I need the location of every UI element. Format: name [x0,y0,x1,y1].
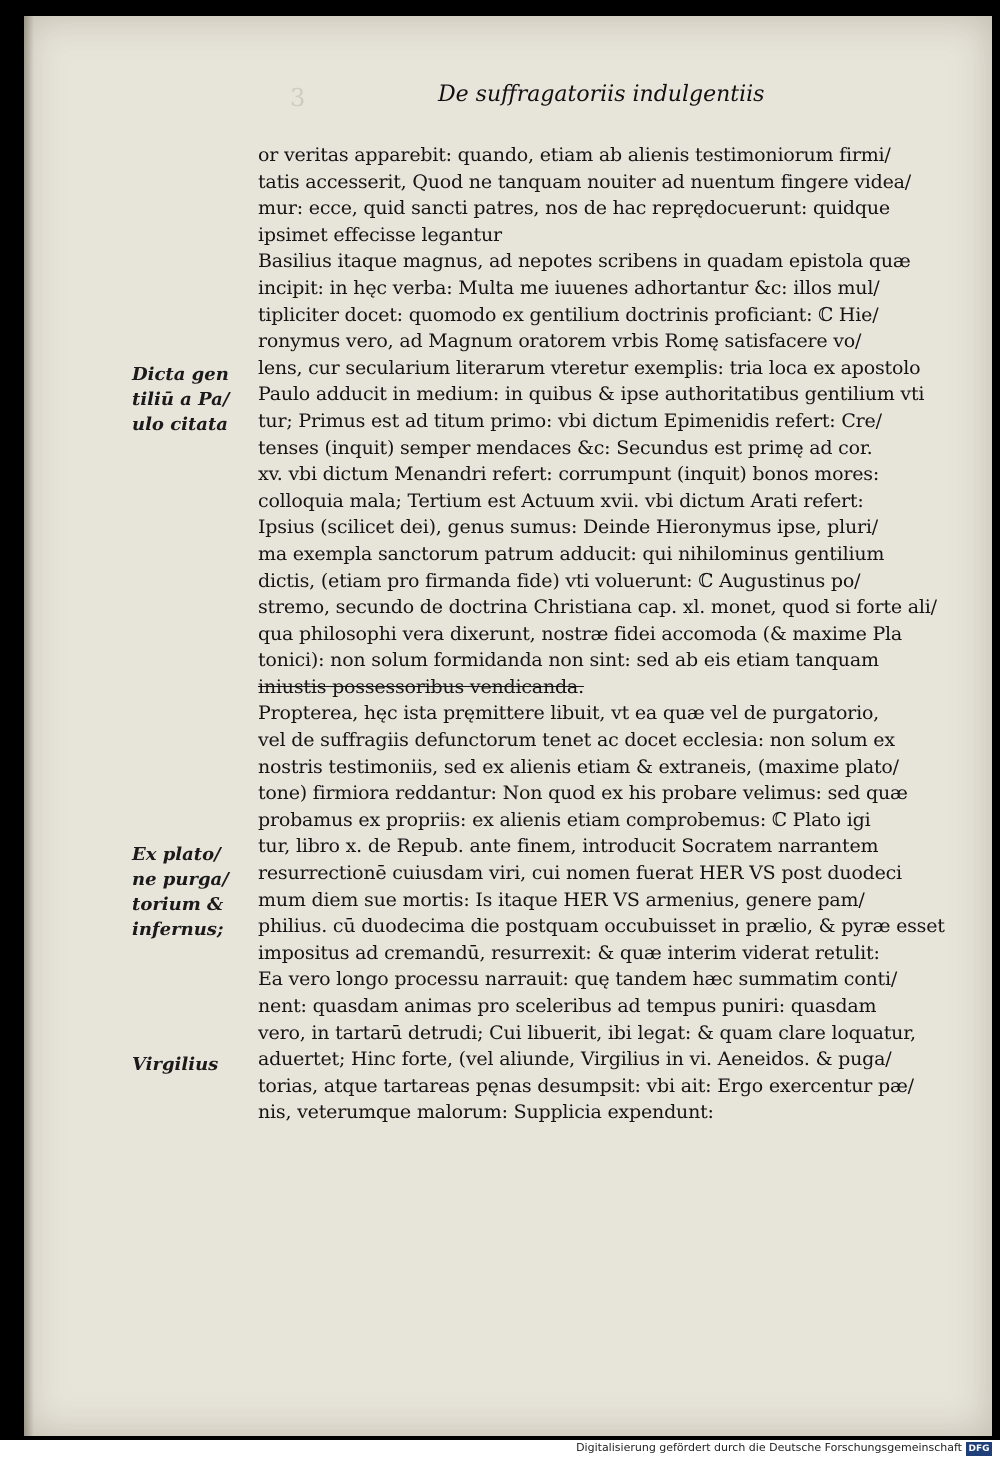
margin-note-virgilius [132,1052,252,1077]
text-line: Propterea, hęc ista pręmittere libuit, vt ea quæ vel de purgatorio, [258,702,880,725]
text-line: Ipsius (scilicet dei), genus sumus: Deinde Hieronymus ipse, pluri/ [258,516,879,539]
margin-note-dicta-gentilium [132,362,252,437]
text-line: vel de suffragiis defunctorum tenet ac docet ecclesia: non solum ex [258,729,895,752]
text-line: philius. cū duodecima die postquam occubuisset in prælio, & pyræ esset [258,915,945,938]
text-line: ipsimet effecisse legantur [258,223,502,246]
text-line: Ea vero longo processu narrauit: quę tandem hæc summatim conti/ [258,968,898,991]
text-line: tone) firmiora reddantur: Non quod ex his probare velimus: sed quæ [258,782,908,805]
text-line: stremo, secundo de doctrina Christiana cap. xl. monet, quod si forte ali/ [258,596,937,619]
margin-note-line: tiliū a Pa/ [132,389,230,410]
text-line: Basilius itaque magnus, ad nepotes scribens in quadam epistola quæ [258,250,911,273]
folio-number: 3 [290,84,308,112]
text-line: torias, atque tartareas pęnas desumpsit: vbi ait: Ergo exercentur pæ/ [258,1074,914,1097]
text-line: ronymus vero, ad Magnum oratorem vrbis Romę satisfacere vo/ [258,330,862,353]
text-line: aduertet; Hinc forte, (vel aliunde, Virgilius in vi. Aeneidos. & puga/ [258,1048,892,1071]
text-line: nent: quasdam animas pro sceleribus ad tempus puniri: quasdam [258,995,877,1017]
page-gutter-shadow [24,16,34,1436]
text-line: Paulo adducit in medium: in quibus & ipse authoritatibus gentilium vti [258,383,925,406]
text-line: mum diem sue mortis: Is itaque HER VS armenius, genere pam/ [258,888,865,911]
running-head: De suffragatoriis indulgentiis [438,82,765,107]
text-line: impositus ad cremandū, resurrexit: & quæ interim viderat retulit: [258,941,880,964]
text-line: vero, in tartarū detrudi; Cui libuerit, ibi legat: & quam clare loquatur, [258,1021,916,1044]
margin-note-line: ne purga/ [132,869,229,890]
text-line: tatis accesserit, Quod ne tanquam nouiter ad nuentum fingere videa/ [258,170,911,193]
text-line: mur: ecce, quid sancti patres, nos de hac reprędocuerunt: quidque [258,197,890,220]
margin-note-line: Dicta gen [132,364,229,385]
text-line: nis, veterumque malorum: Supplicia expendunt: [258,1101,714,1124]
text-line: resurrectionē cuiusdam viri, cui nomen fuerat HER VS post duodeci [258,862,902,885]
text-line: tur; Primus est ad titum primo: vbi dictum Epimenidis refert: Cre/ [258,409,882,432]
dfg-logo: DFG [966,1442,992,1456]
text-line: colloquia mala; Tertium est Actuum xvii. vbi dictum Arati refert: [258,489,864,512]
text-line: lens, cur secularium literarum vteretur exemplis: tria loca ex apostolo [258,356,921,379]
text-line: ma exempla sanctorum patrum adducit: qui nihilominus gentilium [258,542,885,565]
margin-note-line: infernus; [132,919,224,940]
text-line: probamus ex propriis: ex alienis etiam comprobemus: ℂ Plato igi [258,808,871,831]
digitization-credit: Digitalisierung gefördert durch die Deutsche Forschungsgemeinschaft [576,1441,962,1454]
body-text [258,142,958,1126]
text-line: incipit: in hęc verba: Multa me iuuenes adhortantur &c: illos mul/ [258,276,880,299]
text-line: tonici): non solum formidanda non sint: sed ab eis etiam tanquam [258,649,879,672]
margin-note-line: torium & [132,894,224,915]
text-line: nostris testimoniis, sed ex alienis etiam & extraneis, (maxime plato/ [258,755,899,778]
margin-note-line: Virgilius [132,1054,219,1075]
text-line: qua philosophi vera dixerunt, nostræ fidei accomoda (& maxime Pla [258,622,903,645]
margin-note-ex-platone [132,842,252,942]
margin-note-line: ulo citata [132,414,228,435]
text-line: or veritas apparebit: quando, etiam ab alienis testimoniorum firmi/ [258,144,891,166]
text-line: tipliciter docet: quomodo ex gentilium doctrinis proficiant: ℂ Hie/ [258,303,879,326]
text-line: tur, libro x. de Repub. ante finem, introducit Socratem narrantem [258,835,879,858]
text-line: dictis, (etiam pro firmanda fide) vti voluerunt: ℂ Augustinus po/ [258,569,861,592]
text-line: iniustis possessoribus vendicanda. [258,675,584,698]
text-line: xv. vbi dictum Menandri refert: corrumpunt (inquit) bonos mores: [258,463,880,486]
margin-note-line: Ex plato/ [132,844,221,865]
text-line: tenses (inquit) semper mendaces &c: Secundus est primę ad cor. [258,436,873,459]
